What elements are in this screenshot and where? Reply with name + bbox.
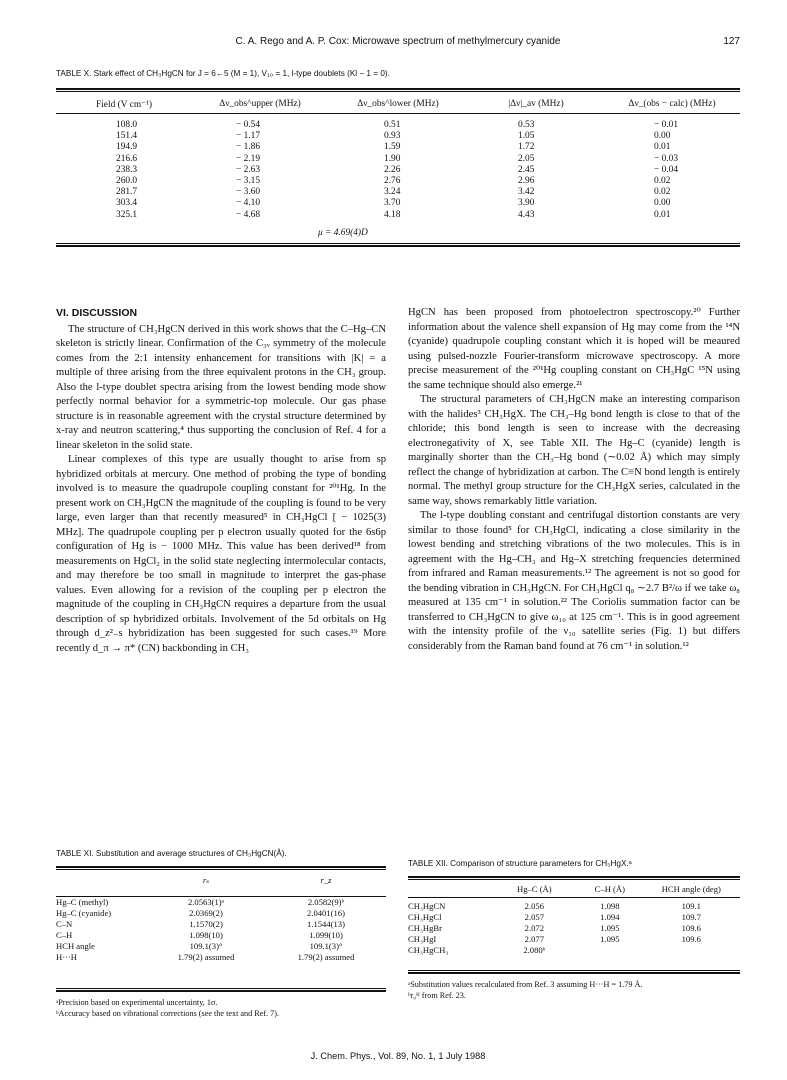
table-11-caption: TABLE XI. Substitution and average structures of CH₃HgCN(Å). [56, 849, 287, 858]
table-12-row [408, 912, 738, 923]
table-10-row [56, 131, 740, 142]
table-10-top-rule-thin [56, 91, 740, 92]
table-11 [56, 872, 386, 963]
table-10-cell: 0.02 [654, 176, 671, 187]
table-10-cell: − 4.68 [236, 209, 261, 220]
table-11-top-rule [56, 866, 386, 868]
table-11-cell: 1.099(10) [309, 930, 343, 940]
left-column [56, 306, 386, 656]
table-12-cell: 1.095 [600, 934, 620, 944]
table-10-cell: 0.01 [654, 209, 671, 220]
table-10-header: Δν_obs^upper (MHz) [219, 99, 301, 109]
table-11-cell: 1.79(2) assumed [177, 952, 235, 962]
table-10-cell: − 0.04 [654, 164, 679, 175]
table-11-row [56, 908, 386, 919]
table-10-cell: 325.1 [116, 209, 138, 220]
table-10-cell: 2.26 [384, 164, 401, 175]
table-12-header [408, 882, 494, 896]
table-11-cell: Hg–C (cyanide) [56, 908, 112, 918]
table-11-cell: 2.0563(1)ᵃ [187, 897, 224, 907]
table-11-cell: 1.79(2) assumed [297, 952, 355, 962]
table-10-cell: − 1.17 [236, 131, 261, 142]
table-10-cell: 3.24 [384, 187, 401, 198]
table-11-header: rₛ [202, 874, 210, 885]
table-10-cell: 2.05 [518, 153, 535, 164]
table-10-bottom-rule-thin [56, 243, 740, 244]
table-10-cell: 0.00 [654, 131, 671, 142]
footnote: ᵃPrecision based on experimental uncertainty, 1σ. [56, 998, 218, 1007]
table-10-cell: − 4.10 [236, 198, 261, 209]
table-12-cell: 109.7 [681, 912, 701, 922]
table-10-cell: − 3.15 [236, 176, 261, 187]
table-12-cell: 109.1 [681, 901, 701, 911]
table-12-cell: 109.6 [681, 923, 701, 933]
table-10-cell: 216.6 [116, 153, 138, 164]
table-12-cell: 2.056 [524, 901, 544, 911]
table-12-cell: 2.080ᵇ [523, 945, 546, 955]
table-12-row [408, 923, 738, 934]
journal-footer: J. Chem. Phys., Vol. 89, No. 1, 1 July 1988 [310, 1051, 486, 1061]
table-12-top-rule-thin [408, 879, 740, 880]
table-10-row [56, 154, 740, 165]
table-10-cell: 303.4 [116, 198, 138, 209]
table-10-cell: − 2.19 [236, 153, 261, 164]
table-10-cell: 0.53 [518, 120, 535, 130]
table-12-cell: CH₃HgI [408, 934, 437, 944]
table-12-cell: 2.072 [524, 923, 544, 933]
table-12-row [408, 901, 738, 912]
table-11-cell: 2.0369(2) [189, 908, 223, 918]
table-11-row [56, 919, 386, 930]
table-12-cell [645, 945, 738, 956]
table-12-cell: 1.094 [600, 912, 620, 922]
table-11-footnotes [56, 997, 386, 1019]
table-10-cell: 2.45 [518, 164, 535, 175]
table-12-bottom-rule-thin [408, 970, 740, 971]
paragraph: The l-type doubling constant and centrifugal distortion constants are very similar to those found⁵ for CH₃HgCl, indicating a close similarity in the lowest bending and stretching vibrations of the two molecules. This is in agreement with the Hg–CH₃ and Hg–X stretching frequencies determined from infrared and Raman measurements.¹² The agreement is not so good for the bending vibration in CH₃HgCN. For CH₃HgCl q₈ ∼2.7 B²/ω if we take ω₈ measured at 135 cm⁻¹ in solution.²² The Coriolis summation factor can be transferred to CH₃HgCN to give ω₁₀ at 125 cm⁻¹. This is in good agreement with the intensity profile of the ν₁₀ satellite series (Fig. 1) but differs considerably from the Raman band found at 76 cm⁻¹ in solution.¹² [408, 510, 740, 652]
table-12 [408, 882, 738, 956]
table-11-row [56, 952, 386, 963]
table-12-footnotes [408, 979, 740, 1001]
table-10-cell: 4.43 [518, 209, 535, 220]
table-11-header-row [56, 872, 386, 888]
table-10-cell: 0.51 [384, 120, 401, 130]
table-10-cell: − 0.03 [654, 153, 679, 164]
section-heading: VI. DISCUSSION [56, 307, 138, 319]
table-11-cell: 2.0582(9)ᵇ [307, 897, 345, 907]
table-12-top-rule [408, 876, 740, 878]
footnote: ᵃSubstitution values recalculated from Ref. 3 assuming H···H = 1.79 Å. [408, 980, 643, 989]
table-12-row [408, 945, 738, 956]
table-10-cell: 0.01 [654, 142, 671, 153]
table-12-cell: 109.6 [681, 934, 701, 944]
table-12-cell: CH₃HgCl [408, 912, 442, 922]
table-10-top-rule [56, 88, 740, 90]
table-10-bottom-rule [56, 245, 740, 247]
table-11-bottom-rule [56, 990, 386, 992]
table-12-cell: 1.098 [600, 901, 620, 911]
table-10-header-row [56, 96, 740, 112]
table-10-row [56, 210, 740, 221]
table-10-cell: 238.3 [116, 164, 138, 175]
table-12-cell: CH₃HgCH₃ [408, 945, 449, 955]
table-10-cell: 0.00 [654, 198, 671, 209]
table-11-cell: HCH angle [56, 941, 95, 951]
table-12-cell: CH₃HgCN [408, 901, 446, 911]
table-10-cell: 1.72 [518, 142, 535, 153]
table-10-cell: 2.96 [518, 176, 535, 187]
table-10-cell: 2.76 [384, 176, 401, 187]
paragraph: HgCN has been proposed from photoelectron spectroscopy.²⁰ Further information about the valence shell expansion of Hg may come from the ¹⁴N (cyanide) quadrupole coupling constant which it is hoped will be meaured using pulsed-nozzle Fourier-transform microwave spectroscopy. A more precise measurement of the ²⁰¹Hg coupling constant on CH₃HgC ¹⁵N using the same technique should also emerge.²¹ [408, 307, 740, 391]
table-11-cell: 109.1(3)° [309, 941, 343, 951]
table-10-cell: 3.90 [518, 198, 535, 209]
table-11-cell: 1.1544(13) [307, 919, 345, 929]
paragraph: Linear complexes of this type are usually thought to arise from sp hybridized orbitals at mercury. One method of probing the type of bonding involved is to measure the quadrupole coupling constant for ²⁰¹Hg. In the present work on CH₃HgCN the magnitude of the coupling is found to be very large, even larger than that recently measured⁵ in CH₃HgCl [ − 1025(3) MHz]. The quadrupole coupling per p electron usually quoted for the 6s6p configuration of Hg is − 1000 MHz. This value has been derived¹⁸ from measurements on HgCl₂ in the solid state neglecting intermolecular contacts, and may therefore be too small in magnitude to interpret the gas-phase values. Even allowing for a revision of the coupling per p electron the magnitude of the coupling in CH₃HgCN requires a departure from the usual description of sp hybridized orbitals. Involvement of the 5d orbitals on Hg through d_z²₋s hybridization has been suggested for such cases.¹⁹ More recently d_π → π* (CN) backbonding in CH₃ [56, 454, 386, 654]
table-11-cell: H···H [56, 952, 77, 962]
table-10-header: Δν_(obs − calc) (MHz) [628, 99, 716, 109]
table-10-cell: 3.70 [384, 198, 401, 209]
table-11-bottom-rule-thin [56, 988, 386, 989]
table-11-cell: 2.0401(16) [307, 908, 345, 918]
footnote: ᵇAccuracy based on vibrational corrections (see the text and Ref. 7). [56, 1009, 280, 1018]
table-10-row [56, 142, 740, 153]
running-title: C. A. Rego and A. P. Cox: Microwave spectrum of methylmercury cyanide [235, 36, 561, 47]
table-11-cell: Hg–C (methyl) [56, 897, 109, 907]
table-10-row [56, 120, 740, 131]
table-10-cell: 1.90 [384, 153, 401, 164]
table-11-row [56, 930, 386, 941]
right-column [408, 306, 740, 654]
table-12-cell [575, 945, 645, 956]
table-11-cell: 1.098(10) [189, 930, 223, 940]
table-10-row [56, 176, 740, 187]
table-10-caption: TABLE X. Stark effect of CH₃HgCN for J = 6←5 (M = 1), V₁₀ = 1, l-type doublets (Kl − 1 = 0). [56, 69, 390, 78]
table-11-header: r_z [320, 874, 332, 885]
table-10 [56, 96, 740, 221]
table-10-cell: − 0.01 [654, 120, 679, 130]
table-10-cell: 108.0 [116, 120, 138, 130]
table-10-cell: − 3.60 [236, 187, 261, 198]
table-10-row [56, 187, 740, 198]
table-10-cell: − 0.54 [236, 120, 261, 130]
table-11-row [56, 941, 386, 952]
table-11-cell: C–N [56, 919, 73, 929]
table-10-header: Field (V cm⁻¹) [95, 99, 153, 110]
paragraph: The structure of CH₃HgCN derived in this work shows that the C–Hg–CN skeleton is strictly linear. Confirmation of the C₃ᵥ symmetry of the molecule comes from the 2:1 intensity enhancement for transitions with |K| = a multiple of three arising from the three equivalent protons in the CH₃ group. Also the l-type doublet spectra arising from the lowest bending mode show perfectly normal behavior for a symmetric-top molecule. Our gas phase structure is in reasonable agreement with the crystal structure determined by x-ray and neutron scattering,⁴ thus supporting the conclusion of Ref. 4 for a linear skeleton in the solid state. [56, 323, 386, 451]
table-10-header: Δν_obs^lower (MHz) [357, 99, 439, 109]
table-10-cell: 1.05 [518, 131, 535, 142]
table-10-cell: 3.42 [518, 187, 535, 198]
table-10-cell: − 2.63 [236, 164, 261, 175]
table-12-bottom-rule [408, 972, 740, 974]
running-header [56, 36, 740, 50]
table-11-cell: C–H [56, 930, 73, 940]
table-12-row [408, 934, 738, 945]
table-11-cell: 109.1(3)° [189, 941, 223, 951]
footnote: ᵇr₀ᴴ from Ref. 23. [408, 991, 466, 1000]
table-10-row [56, 165, 740, 176]
table-10-row [56, 198, 740, 209]
table-12-caption: TABLE XII. Comparison of structure parameters for CH₃HgX.ᵃ [408, 859, 632, 868]
table-10-cell: − 1.86 [236, 142, 261, 153]
table-11-header [56, 872, 146, 888]
table-10-cell: 4.18 [384, 209, 401, 220]
table-10-cell: 151.4 [116, 131, 138, 142]
table-12-cell: CH₃HgBr [408, 923, 443, 933]
table-12-cell: 2.077 [524, 934, 544, 944]
page-number: 127 [723, 36, 740, 47]
table-10-cell: 0.02 [654, 187, 671, 198]
table-10-cell: 194.9 [116, 142, 138, 153]
table-10-cell: 260.0 [116, 176, 138, 187]
table-12-header: Hg–C (Å) [517, 883, 552, 894]
table-12-header: HCH angle (deg) [661, 883, 721, 894]
table-10-cell: 1.59 [384, 142, 401, 153]
table-10-header: |Δν|_av (MHz) [508, 99, 564, 109]
table-11-top-rule-thin [56, 869, 386, 870]
paragraph: The structural parameters of CH₃HgCN make an interesting comparison with the halides³ CH₃HgX. The CH₃–Hg bond length is close to that of the chloride; this bond length is seen to increase with the decreasing electronegativity of X, see Table XII. The Hg–C (cyanide) length is marginally shorter than the CH₃–Hg bond (∼0.02 Å) which may simply reflect the change of hybridization at carbon. The C≡N bond length is entirely normal. The methyl group structure for the CH₃HgX series, calculated in the same way, shows remarkably little variation. [408, 394, 740, 507]
table-11-cell: 1.1570(2) [189, 919, 223, 929]
table-11-row [56, 897, 386, 908]
table-12-cell: 1.095 [600, 923, 620, 933]
table-12-header: C–H (Å) [594, 883, 625, 894]
table-12-cell: 2.057 [524, 912, 544, 922]
table-10-cell: 0.93 [384, 131, 401, 142]
table-10-cell: 281.7 [116, 187, 138, 198]
dipole-moment: μ = 4.69(4)D [318, 228, 368, 238]
table-12-header-row [408, 882, 738, 896]
